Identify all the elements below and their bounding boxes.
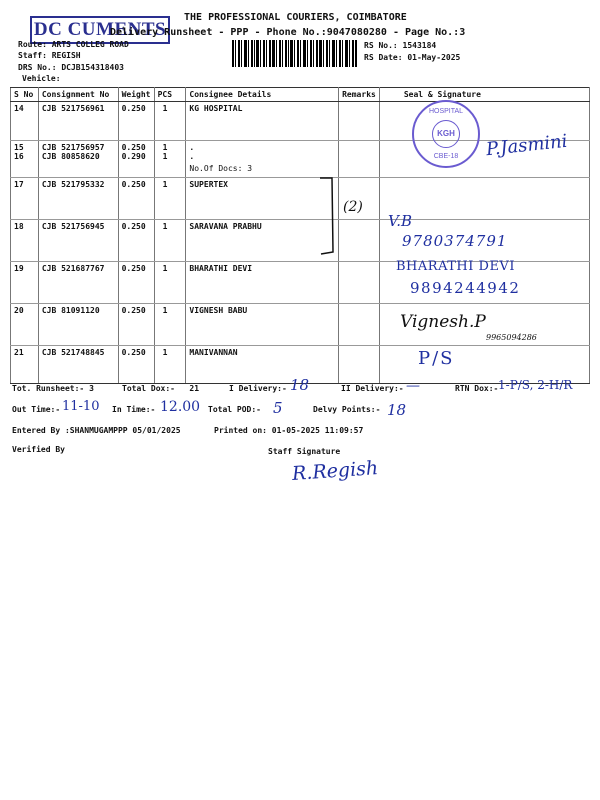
table-header-row <box>11 88 590 102</box>
pcs-value: 1 <box>162 143 168 152</box>
staff-label: Staff: REGISH <box>18 51 81 60</box>
col-header-remarks: Remarks <box>339 88 380 102</box>
pcs-cell: 1 <box>154 346 186 384</box>
rs-number: RS No.: 1543184 <box>364 41 437 50</box>
consignment-cell <box>38 141 118 178</box>
ii-delivery-label: II Delivery:- <box>341 384 404 393</box>
col-header-pcs: PCS <box>154 88 186 102</box>
runsheet-title: Delivery Runsheet - PPP - Phone No.:9047080280 - Page No.:3 <box>110 27 466 38</box>
weight-cell <box>118 141 154 178</box>
pcs-cell: 1 <box>154 220 186 262</box>
signature-row18-name: V.B <box>388 212 413 230</box>
no-of-docs: No.Of Docs: 3 <box>189 164 253 173</box>
total-dox: Total Dox:- 21 <box>122 384 200 393</box>
table-row <box>11 178 590 220</box>
signature-row20-phone: 9965094286 <box>486 333 537 342</box>
pcs-cell: 1 <box>154 178 186 220</box>
verified-by-label: Verified By <box>12 445 65 454</box>
weight-cell: 0.250 <box>118 304 154 346</box>
rtn-dox-label: RTN Dox:- <box>455 384 499 393</box>
rs-date: RS Date: 01-May-2025 <box>364 53 461 62</box>
remarks-cell <box>339 304 380 346</box>
consignee-cell: BHARATHI DEVI <box>186 262 339 304</box>
consignment-cell: CJB 521756945 <box>38 220 118 262</box>
out-time-value: 11-10 <box>62 399 100 414</box>
weight-value: 0.250 <box>121 143 146 152</box>
ii-delivery-value: — <box>406 378 420 394</box>
consignment-cell: CJB 521795332 <box>38 178 118 220</box>
printed-on: Printed on: 01-05-2025 11:09:57 <box>214 426 364 435</box>
pcs-cell <box>154 141 186 178</box>
col-header-sno: S No <box>11 88 39 102</box>
col-header-consignment: Consignment No <box>38 88 118 102</box>
pcs-cell: 1 <box>154 304 186 346</box>
staff-signature-label: Staff Signature <box>268 447 341 456</box>
sno-cell: 20 <box>11 304 39 346</box>
route-label: Route: ARTS COLLEG ROAD <box>18 40 129 49</box>
signature-row19-phone: 9894244942 <box>410 279 521 297</box>
remarks-cell <box>339 102 380 141</box>
documents-stamp: DC CUMENTS <box>30 16 170 44</box>
consignee-cell: VIGNESH BABU <box>186 304 339 346</box>
remarks-cell <box>339 346 380 384</box>
delvy-points-value: 18 <box>387 401 407 419</box>
out-time-label: Out Time:- <box>12 405 61 414</box>
pcs-cell: 1 <box>154 262 186 304</box>
weight-cell: 0.250 <box>118 262 154 304</box>
col-header-seal: Seal & Signature <box>379 88 589 102</box>
entered-by: Entered By :SHANMUGAMPPP 05/01/2025 <box>12 426 181 435</box>
consignment-cell: CJB 521687767 <box>38 262 118 304</box>
company-name: THE PROFESSIONAL COURIERS, COIMBATORE <box>184 12 407 23</box>
drs-number: DRS No.: DCJB154318403 <box>18 63 124 72</box>
signature-row18-phone: 9780374791 <box>402 232 508 250</box>
consignee-cell: KG HOSPITAL <box>186 102 339 141</box>
barcode <box>232 40 357 67</box>
weight-value: 0.290 <box>121 152 146 161</box>
signature-row21-ps: P/S <box>418 348 455 369</box>
consignee-value: . <box>189 143 195 152</box>
sno-cell: 18 <box>11 220 39 262</box>
consignee-cell: MANIVANNAN <box>186 346 339 384</box>
consignee-value: . <box>189 152 195 161</box>
consignee-cell: SUPERTEX <box>186 178 339 220</box>
sno-cell: 19 <box>11 262 39 304</box>
sno-cell: 21 <box>11 346 39 384</box>
i-delivery-label: I Delivery:- <box>229 384 287 393</box>
weight-cell: 0.250 <box>118 178 154 220</box>
sno-value: 16 <box>14 152 24 161</box>
hospital-seal <box>412 100 480 168</box>
pcs-value: 1 <box>162 152 168 161</box>
remark-count-handwritten: (2) <box>343 199 363 215</box>
remarks-cell <box>339 220 380 262</box>
sno-cell: 17 <box>11 178 39 220</box>
consignee-cell <box>186 141 339 178</box>
sno-cell: 14 <box>11 102 39 141</box>
consignment-cell: CJB 521756961 <box>38 102 118 141</box>
seal-center-text: KGH <box>432 120 460 148</box>
consignee-cell: SARAVANA PRABHU <box>186 220 339 262</box>
handwritten-bracket <box>318 176 342 256</box>
pcs-cell: 1 <box>154 102 186 141</box>
weight-cell: 0.250 <box>118 346 154 384</box>
consignment-value: CJB 521756957 <box>41 143 105 152</box>
consignment-value: CJB 80858620 <box>41 152 100 161</box>
remarks-cell <box>339 262 380 304</box>
weight-cell: 0.250 <box>118 102 154 141</box>
delvy-points-label: Delvy Points:- <box>313 405 381 414</box>
in-time-label: In Time:- <box>112 405 156 414</box>
in-time-value: 12.00 <box>160 399 201 415</box>
seal-top-text: HOSPITAL <box>428 108 464 115</box>
col-header-consignee: Consignee Details <box>186 88 339 102</box>
signature-row14: P.Jasmini <box>485 130 569 161</box>
sno-cell <box>11 141 39 178</box>
total-pod-value: 5 <box>273 399 283 417</box>
consignment-cell: CJB 81091120 <box>38 304 118 346</box>
table-row <box>11 102 590 141</box>
staff-signature-handwritten: R.Regish <box>291 457 379 485</box>
seal-bottom-text: CBE-18 <box>433 153 459 160</box>
signature-row19-name: BHARATHI DEVI <box>396 259 515 274</box>
total-pod-label: Total POD:- <box>208 405 261 414</box>
col-header-weight: Weight <box>118 88 154 102</box>
vehicle-label: Vehicle: <box>22 74 61 83</box>
weight-cell: 0.250 <box>118 220 154 262</box>
rtn-dox-value: 1-P/S, 2-H/R <box>498 378 573 392</box>
signature-row20-name: Vignesh.P <box>400 312 486 332</box>
remarks-cell <box>339 141 380 178</box>
tot-runsheet: Tot. Runsheet:- 3 <box>12 384 94 393</box>
sno-value: 15 <box>14 143 24 152</box>
i-delivery-value: 18 <box>290 376 310 394</box>
consignment-cell: CJB 521748845 <box>38 346 118 384</box>
